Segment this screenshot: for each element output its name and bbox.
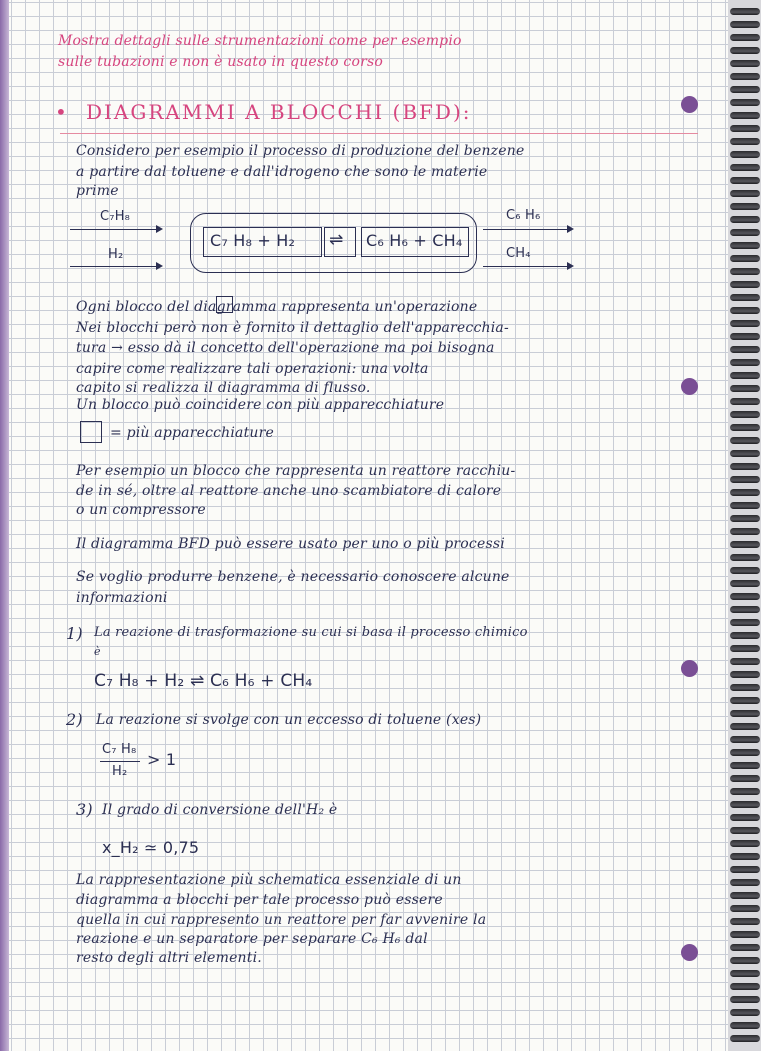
spiral-coil	[730, 723, 760, 730]
bfd-products: C₆ H₆ + CH₄	[366, 231, 463, 250]
intro-line-2: sulle tubazioni e non è usato in questo corso	[58, 54, 383, 70]
bfd-arrow-out1	[483, 229, 567, 230]
spiral-coil	[730, 424, 760, 431]
spiral-coil	[730, 125, 760, 132]
spiral-coil	[730, 996, 760, 1003]
spiral-coil	[730, 528, 760, 535]
spiral-coil	[730, 762, 760, 769]
spiral-coil	[730, 606, 760, 613]
spiral-coil	[730, 814, 760, 821]
item-3-text: Il grado di conversione dell'H₂ è	[102, 802, 338, 818]
bfd-output-methane: CH₄	[506, 246, 531, 261]
intro-line-1: Mostra dettagli sulle strumentazioni come per esempio	[58, 33, 462, 49]
spiral-coil	[730, 697, 760, 704]
spiral-coil	[730, 749, 760, 756]
spiral-coil	[730, 905, 760, 912]
p2-line-3: tura → esso dà il concetto dell'operazione ma poi bisogna	[76, 340, 495, 356]
spiral-coil	[730, 502, 760, 509]
item-2-fraction-bar	[100, 761, 140, 762]
spiral-coil	[730, 1035, 760, 1042]
p6-line-1: Se voglio produrre benzene, è necessario conoscere alcune	[76, 569, 510, 585]
spiral-coil	[730, 346, 760, 353]
item-1-number: 1)	[66, 624, 83, 643]
bfd-output-benzene: C₆ H₆	[506, 208, 541, 223]
p3-text: = più apparecchiature	[110, 425, 275, 441]
p2-line-4: capire come realizzare tali operazioni: una volta	[76, 361, 429, 377]
p2-line-1: Ogni blocco del diagramma rappresenta un'operazione	[76, 299, 478, 315]
spiral-coil	[730, 632, 760, 639]
spiral-coil	[730, 866, 760, 873]
spiral-coil	[730, 463, 760, 470]
spiral-coil	[730, 268, 760, 275]
p1-line-3: prime	[76, 183, 119, 199]
spiral-coil	[730, 47, 760, 54]
spiral-coil	[730, 671, 760, 678]
page-edge	[0, 0, 9, 1051]
p7-line-5: resto degli altri elementi.	[76, 950, 262, 966]
spiral-coil	[730, 294, 760, 301]
spiral-coil	[730, 684, 760, 691]
bfd-equilibrium: ⇌	[329, 230, 344, 250]
p7-line-2: diagramma a blocchi per tale processo può essere	[76, 892, 443, 908]
spiral-coil	[730, 385, 760, 392]
binder-hole	[681, 96, 698, 113]
spiral-coil	[730, 645, 760, 652]
p5-text: Il diagramma BFD può essere usato per uno o più processi	[76, 536, 505, 552]
spiral-coil	[730, 619, 760, 626]
title-bullet: •	[55, 100, 69, 124]
spiral-coil	[730, 86, 760, 93]
spiral-coil	[730, 34, 760, 41]
p2-line-2: Nei blocchi però non è fornito il dettaglio dell'apparecchia-	[76, 320, 509, 336]
spiral-coil	[730, 99, 760, 106]
bfd-arrow-in1	[70, 229, 156, 230]
p2-line-6: Un blocco può coincidere con più apparecchiature	[76, 397, 445, 413]
item-3-equation: x_H₂ ≃ 0,75	[102, 838, 200, 857]
p4-line-3: o un compressore	[76, 502, 206, 518]
spiral-coil	[730, 892, 760, 899]
spiral-coil	[730, 658, 760, 665]
bfd-reactants: C₇ H₈ + H₂	[210, 231, 296, 250]
p6-line-2: informazioni	[76, 590, 168, 606]
bfd-arrow-in2	[70, 266, 156, 267]
section-title: DIAGRAMMI A BLOCCHI (BFD):	[86, 100, 472, 124]
spiral-coil	[730, 840, 760, 847]
spiral-coil	[730, 333, 760, 340]
spiral-coil	[730, 138, 760, 145]
spiral-coil	[730, 177, 760, 184]
item-1-text-2: è	[94, 645, 101, 658]
spiral-coil	[730, 580, 760, 587]
p4-line-2: de in sé, oltre al reattore anche uno scambiatore di calore	[76, 483, 502, 499]
spiral-coil	[730, 489, 760, 496]
spiral-coil	[730, 879, 760, 886]
spiral-coil	[730, 372, 760, 379]
spiral-coil	[730, 398, 760, 405]
spiral-coil	[730, 931, 760, 938]
p2-line-5: capito si realizza il diagramma di flusso.	[76, 380, 371, 396]
item-2-inequality: > 1	[147, 750, 177, 769]
spiral-coil	[730, 788, 760, 795]
spiral-coil	[730, 151, 760, 158]
spiral-coil	[730, 203, 760, 210]
spiral-coil	[730, 1009, 760, 1016]
spiral-coil	[730, 827, 760, 834]
binder-hole	[681, 378, 698, 395]
spiral-coil	[730, 216, 760, 223]
spiral-coil	[730, 476, 760, 483]
spiral-coil	[730, 164, 760, 171]
spiral-coil	[730, 73, 760, 80]
spiral-coil	[730, 944, 760, 951]
bfd-input-hydrogen: H₂	[108, 247, 124, 262]
bfd-arrowhead-out1	[567, 225, 574, 233]
spiral-coil	[730, 60, 760, 67]
spiral-coil	[730, 1022, 760, 1029]
spiral-coil	[730, 983, 760, 990]
item-1-text: La reazione di trasformazione su cui si basa il processo chimico	[94, 625, 528, 640]
spiral-coil	[730, 8, 760, 15]
spiral-coil	[730, 918, 760, 925]
p7-line-4: reazione e un separatore per separare C₆ H₆ dal	[76, 931, 428, 947]
item-1-equation: C₇ H₈ + H₂ ⇌ C₆ H₆ + CH₄	[94, 671, 313, 691]
spiral-coil	[730, 736, 760, 743]
spiral-coil	[730, 970, 760, 977]
spiral-coil	[730, 190, 760, 197]
spiral-coil	[730, 450, 760, 457]
spiral-coil	[730, 229, 760, 236]
spiral-coil	[730, 554, 760, 561]
binder-hole	[681, 660, 698, 677]
spiral-coil	[730, 112, 760, 119]
item-2-numerator: C₇ H₈	[102, 742, 137, 757]
spiral-coil	[730, 359, 760, 366]
spiral-coil	[730, 541, 760, 548]
spiral-coil	[730, 411, 760, 418]
spiral-coil	[730, 801, 760, 808]
spiral-coil	[730, 21, 760, 28]
binder-hole	[681, 944, 698, 961]
spiral-coil	[730, 242, 760, 249]
bfd-arrowhead-in2	[156, 262, 163, 270]
p1-line-1: Considero per esempio il processo di produzione del benzene	[76, 143, 525, 159]
item-2-denominator: H₂	[112, 764, 128, 779]
spiral-coil	[730, 515, 760, 522]
spiral-binding	[728, 0, 761, 1051]
bfd-input-toluene: C₇H₈	[100, 209, 131, 224]
spiral-coil	[730, 281, 760, 288]
spiral-coil	[730, 567, 760, 574]
title-underline	[60, 133, 698, 134]
spiral-coil	[730, 710, 760, 717]
spiral-coil	[730, 593, 760, 600]
item-3-number: 3)	[76, 800, 93, 819]
p4-line-1: Per esempio un blocco che rappresenta un reattore racchiu-	[76, 463, 516, 479]
block-symbol-2	[80, 421, 102, 443]
bfd-arrowhead-in1	[156, 225, 163, 233]
p7-line-1: La rappresentazione più schematica essenziale di un	[76, 872, 462, 888]
spiral-coil	[730, 320, 760, 327]
spiral-coil	[730, 957, 760, 964]
spiral-coil	[730, 255, 760, 262]
spiral-coil	[730, 775, 760, 782]
spiral-coil	[730, 307, 760, 314]
item-2-number: 2)	[66, 710, 83, 729]
item-2-text: La reazione si svolge con un eccesso di toluene (xes)	[96, 712, 482, 728]
bfd-arrowhead-out2	[567, 262, 574, 270]
spiral-coil	[730, 853, 760, 860]
spiral-coil	[730, 437, 760, 444]
p1-line-2: a partire dal toluene e dall'idrogeno che sono le materie	[76, 164, 488, 180]
bfd-arrow-out2	[483, 266, 567, 267]
p7-line-3: quella in cui rappresento un reattore per far avvenire la	[76, 912, 487, 928]
